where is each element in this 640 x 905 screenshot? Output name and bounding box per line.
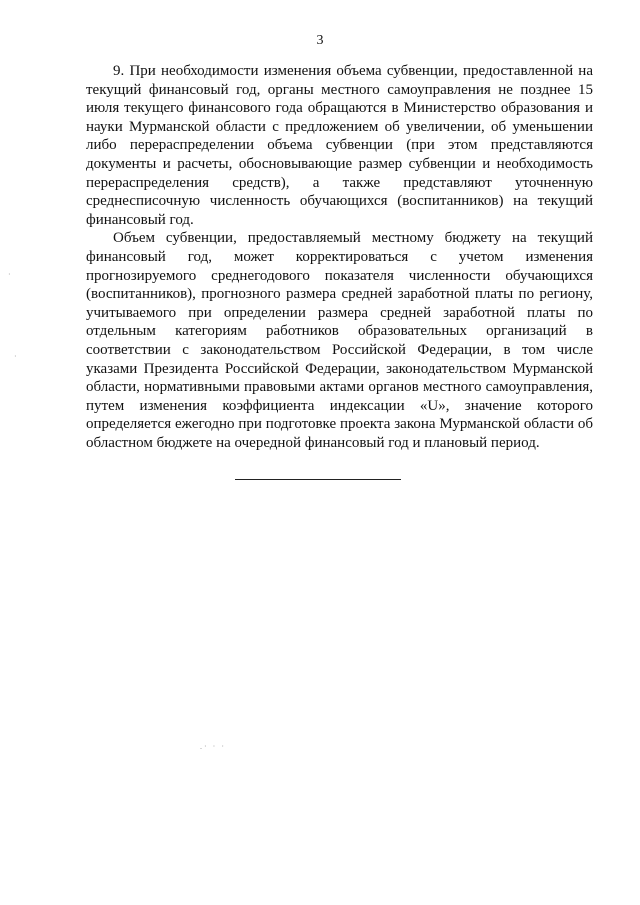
- document-body: [86, 62, 593, 452]
- page-number: 3: [316, 33, 324, 48]
- paragraph-subvention-volume: Объем субвенции, предоставляемый местному бюджету на текущий финансовый год, может корректироваться с учетом изменения прогнозируемого среднегодового показателя численности обучающихся (воспитанников), прогнозного размера средней заработной платы по региону, учитываемого при определении размера средней заработной платы по отдельным категориям работников образовательных организаций в соответствии с законодательством Российской Федерации, в том числе указами Президента Российской Федерации, законодательством Мурманской области, нормативными правовыми актами органов местного самоуправления, путем изменения коэффициента индексации «U», значение которого определяется ежегодно при подготовке проекта закона Мурманской области об областном бюджете на очередной финансовый год и плановый период.: [86, 230, 593, 451]
- scan-speck: ·: [14, 352, 19, 361]
- end-of-text-divider: [235, 479, 401, 480]
- paragraph-9: 9. При необходимости изменения объема субвенции, предоставленной на текущий финансовый год, органы местного самоуправления не позднее 15 июля текущего финансового года обращаются в Министерство образования и науки Мурманской области с предложением об увеличении, об уменьшении либо перераспределении объема субвенции (при этом представляются документы и расчеты, обосновывающие размер субвенции и необходимость перераспределения средств), а также представляют уточненную среднесписочную численность обучающихся (воспитанников) на текущий финансовый год.: [86, 63, 593, 228]
- scan-speck: ·: [8, 270, 13, 279]
- scan-speck: .· · ·: [200, 742, 226, 751]
